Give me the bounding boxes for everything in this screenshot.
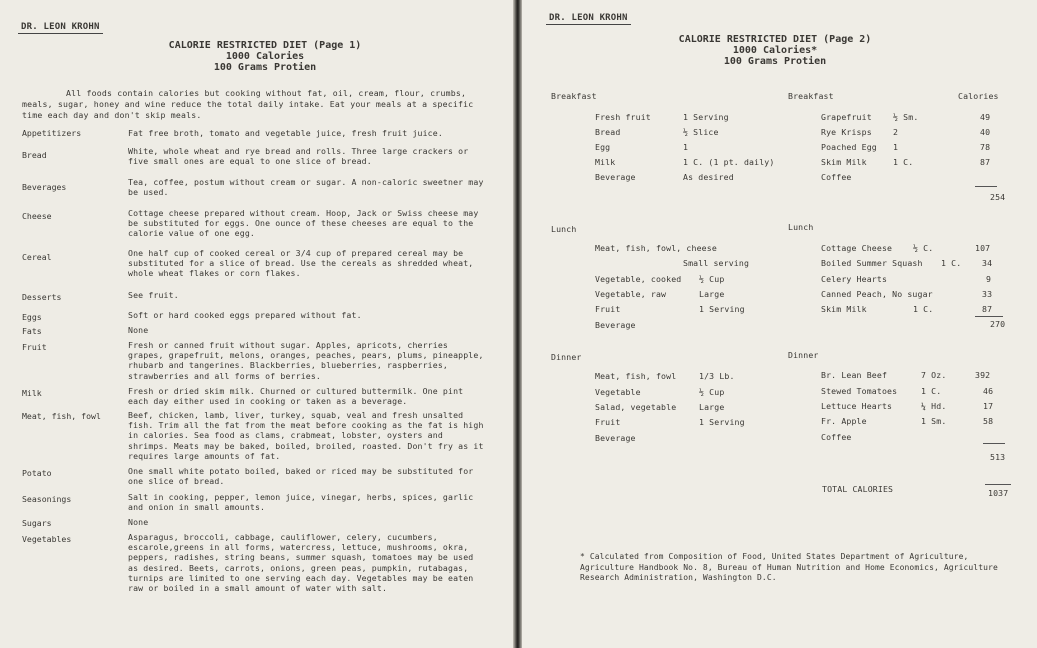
food-description: Fresh or dried skim milk. Churned or cultured buttermilk. One pint each day either used in cooking or taken as a beverage. — [128, 386, 464, 407]
food-term: Eggs — [22, 312, 42, 322]
guide-food: Vegetable, cooked — [595, 274, 682, 284]
guide-qty: ½ Slice — [683, 127, 719, 137]
guide-qty: ½ Cup — [699, 274, 725, 284]
menu-qty: 1 — [893, 142, 899, 152]
guide-food: Meat, fish, fowl — [595, 371, 677, 381]
guide-food: Fruit — [595, 417, 621, 427]
food-description: Fresh or canned fruit without sugar. Apples, apricots, cherries grapes, grapefruit, melons, oranges, peaches, pears, plums, pineapple, rhubarb and tangerines. Blackberries, blueberries, raspberries, strawberries and all forms of berries. — [128, 340, 484, 381]
guide-food: Vegetable, raw — [595, 289, 667, 299]
meal-subtotal: 254 — [990, 192, 1006, 202]
food-term: Desserts — [22, 292, 62, 302]
menu-calories: 46 — [983, 386, 994, 396]
menu-qty: 1 C. — [893, 157, 914, 167]
menu-calories: 87 — [980, 157, 991, 167]
food-term: Fats — [22, 326, 42, 336]
food-description: One half cup of cooked cereal or 3/4 cup of prepared cereal may be substituted for a slice of bread. Use the cereals as shredded wheat, whole wheat flakes or corn flakes. — [128, 248, 474, 279]
meal-label: Breakfast — [551, 91, 597, 101]
menu-qty: ½ Sm. — [893, 112, 919, 122]
book-gutter — [513, 0, 522, 648]
page-title: CALORIE RESTRICTED DIET (Page 1) — [168, 40, 362, 51]
doctor-name: DR. LEON KROHN — [546, 13, 631, 25]
menu-calories: 49 — [980, 112, 991, 122]
food-term: Appetitizers — [22, 128, 82, 138]
food-term: Vegetables — [22, 534, 72, 544]
page-header — [150, 40, 380, 73]
food-description: One small white potato boiled, baked or riced may be substituted for one slice of bread. — [128, 466, 474, 487]
guide-food: Vegetable — [595, 387, 641, 397]
total-rule — [985, 484, 1011, 485]
guide-food: Fruit — [595, 304, 621, 314]
food-description: Cottage cheese prepared without cream. Hoop, Jack or Swiss cheese may be substituted for eggs. One ounce of these cheeses are equal to the calorie value of one egg. — [128, 208, 479, 239]
menu-qty: 7 Oz. — [921, 370, 947, 380]
food-term: Potato — [22, 468, 52, 478]
calorie-target: 1000 Calories — [225, 51, 305, 62]
food-term: Cheese — [22, 211, 52, 221]
guide-food: Beverage — [595, 172, 636, 182]
guide-food: Meat, fish, fowl, cheese — [595, 243, 717, 253]
meal-label: Breakfast — [788, 91, 834, 101]
menu-qty: 1 C. — [921, 386, 942, 396]
menu-food: Br. Lean Beef — [821, 370, 888, 380]
meal-subtotal: 513 — [990, 452, 1006, 462]
total-calories-label: TOTAL CALORIES — [822, 484, 894, 494]
menu-food: Fr. Apple — [821, 416, 867, 426]
total-calories-value: 1037 — [988, 488, 1009, 498]
food-description: Asparagus, broccoli, cabbage, cauliflower, celery, cucumbers, escarole,greens in all forms, watercress, lettuce, mushrooms, okra, peppers, radishes, string beans, summer squash, tomatoes may be used as desired. Beets, carrots, onions, green peas, pumpkin, rutabagas, turnips are limited to one serving each day. Vegetables may be eaten raw or boiled in a small amount of water with salt. — [128, 532, 474, 594]
menu-qty: 1 Sm. — [921, 416, 947, 426]
menu-food: Grapefruit — [821, 112, 872, 122]
guide-food: Beverage — [595, 433, 636, 443]
diet-page-1 — [0, 0, 513, 648]
menu-calories: 87 — [982, 304, 993, 314]
menu-qty: 1 C. — [913, 304, 934, 314]
menu-calories: 33 — [982, 289, 993, 299]
guide-food: Milk — [595, 157, 616, 167]
meal-label: Lunch — [551, 224, 577, 234]
doctor-name: DR. LEON KROHN — [18, 22, 103, 34]
menu-calories: 78 — [980, 142, 991, 152]
food-description: See fruit. — [128, 290, 179, 300]
guide-qty: Small serving — [683, 258, 750, 268]
menu-food: Skim Milk — [821, 304, 867, 314]
subtotal-rule — [975, 316, 1003, 317]
menu-food: Rye Krisps — [821, 127, 872, 137]
subtotal-rule — [975, 186, 997, 187]
meal-label: Lunch — [788, 222, 814, 232]
menu-food: Stewed Tomatoes — [821, 386, 898, 396]
menu-food: Canned Peach, No sugar — [821, 289, 933, 299]
food-description: Tea, coffee, postum without cream or sugar. A non-caloric sweetner may be used. — [128, 177, 484, 198]
food-term: Beverages — [22, 182, 67, 192]
meal-label: Dinner — [788, 350, 819, 360]
food-term: Cereal — [22, 252, 52, 262]
menu-food: Cottage Cheese — [821, 243, 893, 253]
guide-qty: 1 Serving — [683, 112, 729, 122]
menu-calories: 58 — [983, 416, 994, 426]
menu-calories: 392 — [975, 370, 991, 380]
guide-qty: 1 Serving — [699, 417, 745, 427]
protein-target: 100 Grams Protien — [723, 56, 827, 67]
meal-label: Dinner — [551, 352, 582, 362]
food-description: Soft or hard cooked eggs prepared without fat. — [128, 310, 362, 320]
guide-qty: ½ Cup — [699, 387, 725, 397]
menu-food: Coffee — [821, 172, 852, 182]
menu-food: Poached Egg — [821, 142, 877, 152]
guide-qty: 1/3 Lb. — [699, 371, 735, 381]
menu-qty: ¼ Hd. — [921, 401, 947, 411]
menu-food: Celery Hearts — [821, 274, 888, 284]
food-description: None — [128, 517, 149, 527]
guide-food: Egg — [595, 142, 611, 152]
food-term: Fruit — [22, 342, 47, 352]
menu-qty: 1 C. — [941, 258, 962, 268]
calorie-target: 1000 Calories* — [732, 45, 818, 56]
food-description: White, whole wheat and rye bread and rolls. Three large crackers or five small ones are equal to one slice of bread. — [128, 146, 469, 167]
food-description: Beef, chicken, lamb, liver, turkey, squab, veal and fresh unsalted fish. Trim all the fat from the meat before cooking as the fat is high in calories. Sea food as clams, crabmeat, lobster, oysters and shrimps. Meats may be baked, boiled, broiled, roasted. Don't fry as it requires large amounts of fat. — [128, 410, 484, 461]
menu-food: Lettuce Hearts — [821, 401, 893, 411]
guide-qty: 1 Serving — [699, 304, 745, 314]
calories-header: Calories — [958, 91, 999, 101]
guide-food: Bread — [595, 127, 621, 137]
menu-calories: 34 — [982, 258, 993, 268]
food-description: None — [128, 325, 149, 335]
food-term: Milk — [22, 388, 42, 398]
food-description: Salt in cooking, pepper, lemon juice, vinegar, herbs, spices, garlic and onion in small amounts. — [128, 492, 474, 513]
intro-paragraph: All foods contain calories but cooking without fat, oil, cream, flour, crumbs, meals, sugar, honey and wine reduce the total daily intake. Eat your meals at a specific time each day and don't skip meals. — [22, 88, 474, 120]
guide-food: Beverage — [595, 320, 636, 330]
guide-food: Salad, vegetable — [595, 402, 677, 412]
guide-food: Fresh fruit — [595, 112, 651, 122]
guide-qty: 1 C. (1 pt. daily) — [683, 157, 775, 167]
food-term: Bread — [22, 150, 47, 160]
food-term: Meat, fish, fowl — [22, 411, 101, 421]
page-title: CALORIE RESTRICTED DIET (Page 2) — [678, 34, 872, 45]
menu-food: Boiled Summer Squash — [821, 258, 923, 268]
guide-qty: Large — [699, 289, 725, 299]
menu-food: Coffee — [821, 432, 852, 442]
page-header — [660, 34, 890, 67]
food-term: Sugars — [22, 518, 52, 528]
menu-food: Skim Milk — [821, 157, 867, 167]
guide-qty: As desired — [683, 172, 734, 182]
menu-calories: 9 — [986, 274, 992, 284]
guide-qty: 1 — [683, 142, 689, 152]
menu-calories: 17 — [983, 401, 994, 411]
meal-subtotal: 270 — [990, 319, 1006, 329]
subtotal-rule — [983, 443, 1005, 444]
menu-calories: 107 — [975, 243, 991, 253]
menu-calories: 40 — [980, 127, 991, 137]
guide-qty: Large — [699, 402, 725, 412]
food-term: Seasonings — [22, 494, 72, 504]
protein-target: 100 Grams Protien — [213, 62, 317, 73]
menu-qty: 2 — [893, 127, 899, 137]
menu-qty: ½ C. — [913, 243, 934, 253]
food-description: Fat free broth, tomato and vegetable juice, fresh fruit juice. — [128, 128, 443, 138]
footnote: * Calculated from Composition of Food, United States Department of Agriculture, Agriculture Handbook No. 8, Bureau of Human Nutrition and Home Economics, Agriculture Research Administration, Washington D.C. — [580, 552, 998, 582]
